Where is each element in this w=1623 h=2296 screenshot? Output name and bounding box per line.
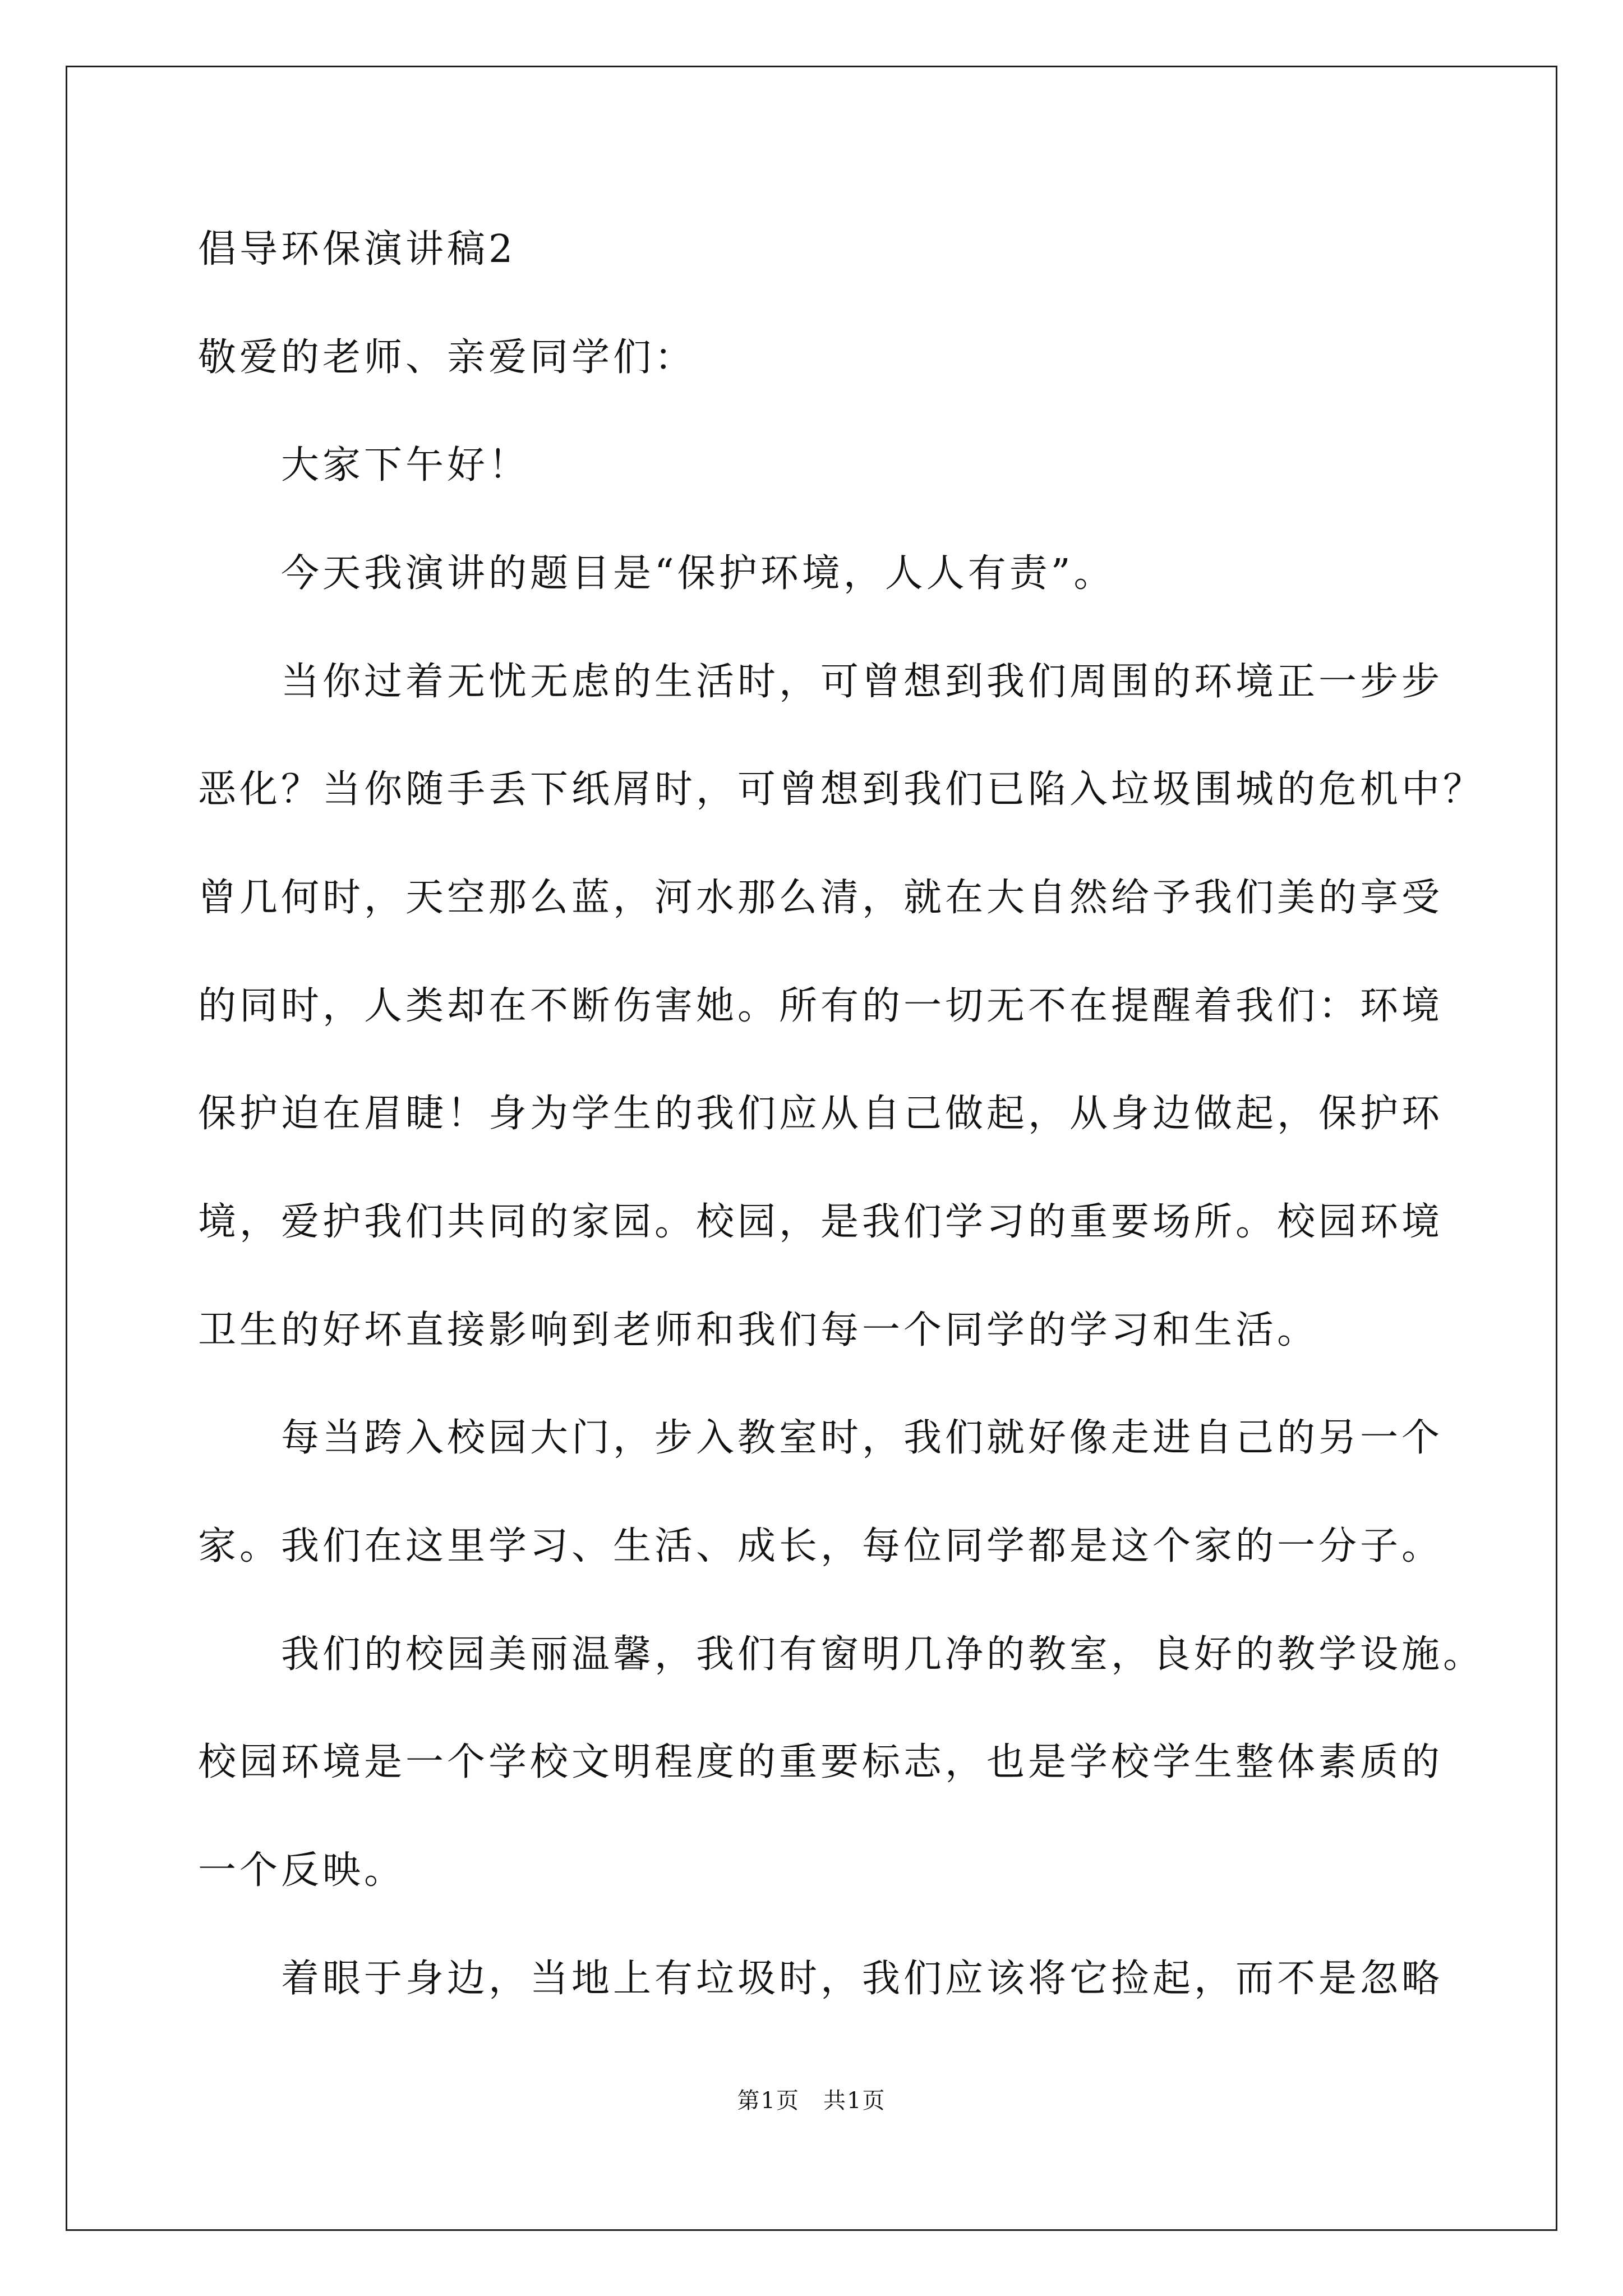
salutation: 敬爱的老师、亲爱同学们：: [198, 335, 697, 380]
page-number-footer: 第1页 共1页: [737, 2088, 886, 2114]
paragraph-line: 保护迫在眉睫！身为学生的我们应从自己做起，从身边做起，保护环: [198, 1092, 1444, 1136]
page-border: [66, 66, 1557, 2231]
paragraph-line: 曾几何时，天空那么蓝，河水那么清，就在大自然给予我们美的享受: [198, 876, 1444, 920]
paragraph-line: 的同时，人类却在不断伤害她。所有的一切无不在提醒着我们：环境: [198, 984, 1444, 1028]
paragraph-line: 我们的校园美丽温馨，我们有窗明几净的教室，良好的教学设施。: [198, 1632, 1485, 1677]
paragraph-line: 恶化？当你随手丢下纸屑时，可曾想到我们已陷入垃圾围城的危机中？: [198, 767, 1485, 812]
paragraph-line: 每当跨入校园大门，步入教室时，我们就好像走进自己的另一个: [198, 1416, 1444, 1460]
paragraph-line: 家。我们在这里学习、生活、成长，每位同学都是这个家的一分子。: [198, 1524, 1444, 1568]
paragraph-line: 今天我演讲的题目是“保护环境，人人有责”。: [198, 551, 1115, 596]
paragraph-line: 卫生的好坏直接影响到老师和我们每一个同学的学习和生活。: [198, 1308, 1319, 1352]
paragraph-line: 着眼于身边，当地上有垃圾时，我们应该将它捡起，而不是忽略: [198, 1957, 1444, 2001]
greeting-line: 大家下午好！: [198, 443, 531, 487]
paragraph-line: 校园环境是一个学校文明程度的重要标志，也是学校学生整体素质的: [198, 1740, 1444, 1784]
paragraph-line: 当你过着无忧无虑的生活时，可曾想到我们周围的环境正一步步: [198, 660, 1444, 704]
document-title: 倡导环保演讲稿2: [198, 227, 517, 272]
paragraph-line: 境，爱护我们共同的家园。校园，是我们学习的重要场所。校园环境: [198, 1200, 1444, 1244]
paragraph-line: 一个反映。: [198, 1848, 406, 1893]
